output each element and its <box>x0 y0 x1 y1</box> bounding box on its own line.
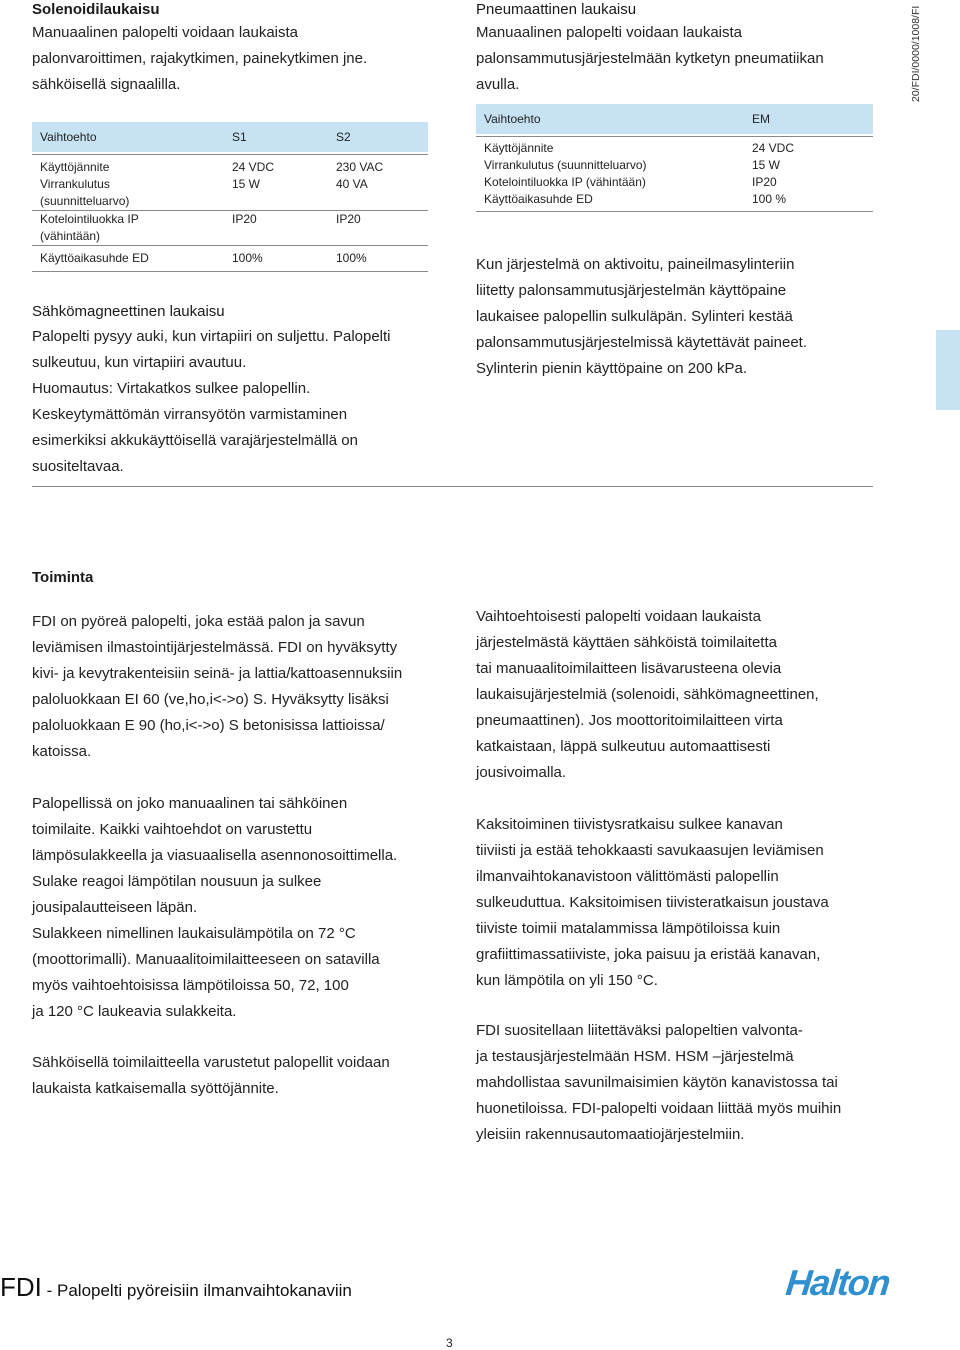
toiminta-right-paragraph-2: Kaksitoiminen tiivistysratkaisu sulkee kanavan tiiviisti ja estää tehokkaasti savukaasujen leviämisen ilmanvaihtokanavistoon välittömästi palopellin sulkeuduttua. Kaksitoimisen tiivisteratkaisun joustava tiiviste toimii matalammissa lämpötiloissa kuin grafiittimassatiiviste, joka paisuu ja eristää kanavan, kun lämpötila on yli 150 °C. <box>476 816 829 989</box>
toiminta-heading: Toiminta <box>32 569 94 586</box>
toiminta-left-paragraph-3: Sähköisellä toimilaitteella varustetut palopellit voidaan laukaista katkaisemalla syöttöjännite. <box>32 1054 390 1097</box>
toiminta-right-paragraph-3: FDI suositellaan liitettäväksi palopeltien valvonta- ja testausjärjestelmään HSM. HSM –järjestelmä mahdollistaa savunilmaisimien käytön kanavistossa tai huonetiloissa. FDI-palopelti voidaan liittää myös muihin yleisiin rakennusautomaatiojärjestelmiin. <box>476 1022 842 1143</box>
footer-subtitle: - Palopelti pyöreisiin ilmanvaihtokanaviin <box>41 1281 352 1300</box>
toiminta-right-paragraph-1: Vaihtoehtoisesti palopelti voidaan laukaista järjestelmästä käyttäen sähköistä toimilaitetta tai manuaalitoimilaitteen lisävarusteena olevia laukaisujärjestelmiä (solenoidi, sähkömagneettinen, pneumaattinen). Jos moottoritoimilaitteen virta katkaistaan, läppä sulkeutuu automaattisesti jousivoimalla. <box>476 608 819 781</box>
toiminta-left-paragraph-1: FDI on pyöreä palopelti, joka estää palon ja savun leviämisen ilmastointijärjestelmässä. FDI on hyväksytty kivi- ja kevytrakenteisiin seinä- ja lattia/kattoasennuksiin paloluokkaan EI 60 (ve,ho,i<->o) S. Hyväksytty lisäksi paloluokkaan E 90 (ho,i<->o) S betonisissa lattioissa/ katoissa. <box>32 613 403 760</box>
document-code: 20/FDI/0000/1008/FI <box>910 5 922 102</box>
col-header-em: EM <box>744 104 873 134</box>
table-row: Kotelointiluokka IP (vähintään) IP20 <box>484 175 777 189</box>
toiminta-left-paragraph-2: Palopellissä on joko manuaalinen tai sähköinen toimilaite. Kaikki vaihtoehdot on varustettu lämpösulakkeella ja viasuaalisella asennonosoittimella. Sulake reagoi lämpötilan nousuun ja sulkee jousipalautteiseen läpän. Sulakkeen nimellinen laukaisulämpötila on 72 °C (moottorimalli). Manuaalitoimilaitteeseen on satavilla myös vaihtoehtoisissa lämpötiloissa 50, 72, 100 ja 120 °C laukeavia sulakkeita. <box>32 795 398 1020</box>
spec-table-pneumatic <box>476 104 873 212</box>
footer-product: FDI <box>0 1272 42 1302</box>
table-row: Virrankulutus (suunnitteluarvo) 15 W <box>484 158 781 172</box>
halton-logo: Halton <box>783 1262 892 1303</box>
table-row: Käyttöjännite 24 VDC <box>484 141 795 155</box>
spec-table-solenoid <box>32 122 428 272</box>
col-header-s1: S1 <box>224 122 328 152</box>
solenoid-text: Manuaalinen palopelti voidaan laukaista palonvaroittimen, rajakytkimen, painekytkimen jne. sähköisellä signaalilla. <box>32 24 368 93</box>
pneumatic-text: Manuaalinen palopelti voidaan laukaista palonsammutusjärjestelmään kytketyn pneumatiikan avulla. <box>476 24 824 93</box>
section-divider <box>32 486 873 487</box>
side-tab <box>936 330 960 410</box>
footer-title <box>0 1272 352 1303</box>
col-header-s2: S2 <box>328 122 428 152</box>
solenoid-heading: Solenoidilaukaisu <box>32 1 160 18</box>
col-header-option: Vaihtoehto <box>476 104 744 134</box>
table-row: Käyttöjännite 24 VDC 230 VAC <box>40 160 384 174</box>
table-row: Käyttöaikasuhde ED 100 % <box>484 192 787 206</box>
magnet-heading: Sähkömagneettinen laukaisu <box>32 303 225 320</box>
table-row: Käyttöaikasuhde ED 100% 100% <box>40 251 367 265</box>
col-header-option: Vaihtoehto <box>32 122 224 152</box>
pneumatic-heading: Pneumaattinen laukaisu <box>476 1 637 18</box>
page-number: 3 <box>446 1336 453 1350</box>
table-row: Kotelointiluokka IP (vähintään) IP20 IP20 <box>40 212 361 243</box>
pneumatic-description: Kun järjestelmä on aktivoitu, paineilmasylinteriin liitetty palonsammutusjärjestelmän käyttöpaine laukaisee palopellin sulkuläpän. Sylinteri kestää palonsammutusjärjestelmissä käytettävät paineet. Sylinterin pienin käyttöpaine on 200 kPa. <box>476 256 807 377</box>
magnet-text: Palopelti pysyy auki, kun virtapiiri on suljettu. Palopelti sulkeutuu, kun virtapiiri avautuu. Huomautus: Virtakatkos sulkee palopellin. Keskeytymättömän virransyötön varmistaminen esimerkiksi akkukäyttöisellä varajärjestelmällä on suositeltavaa. <box>32 328 391 475</box>
table-row: Virrankulutus (suunnitteluarvo) 15 W 40 VA <box>40 177 368 208</box>
